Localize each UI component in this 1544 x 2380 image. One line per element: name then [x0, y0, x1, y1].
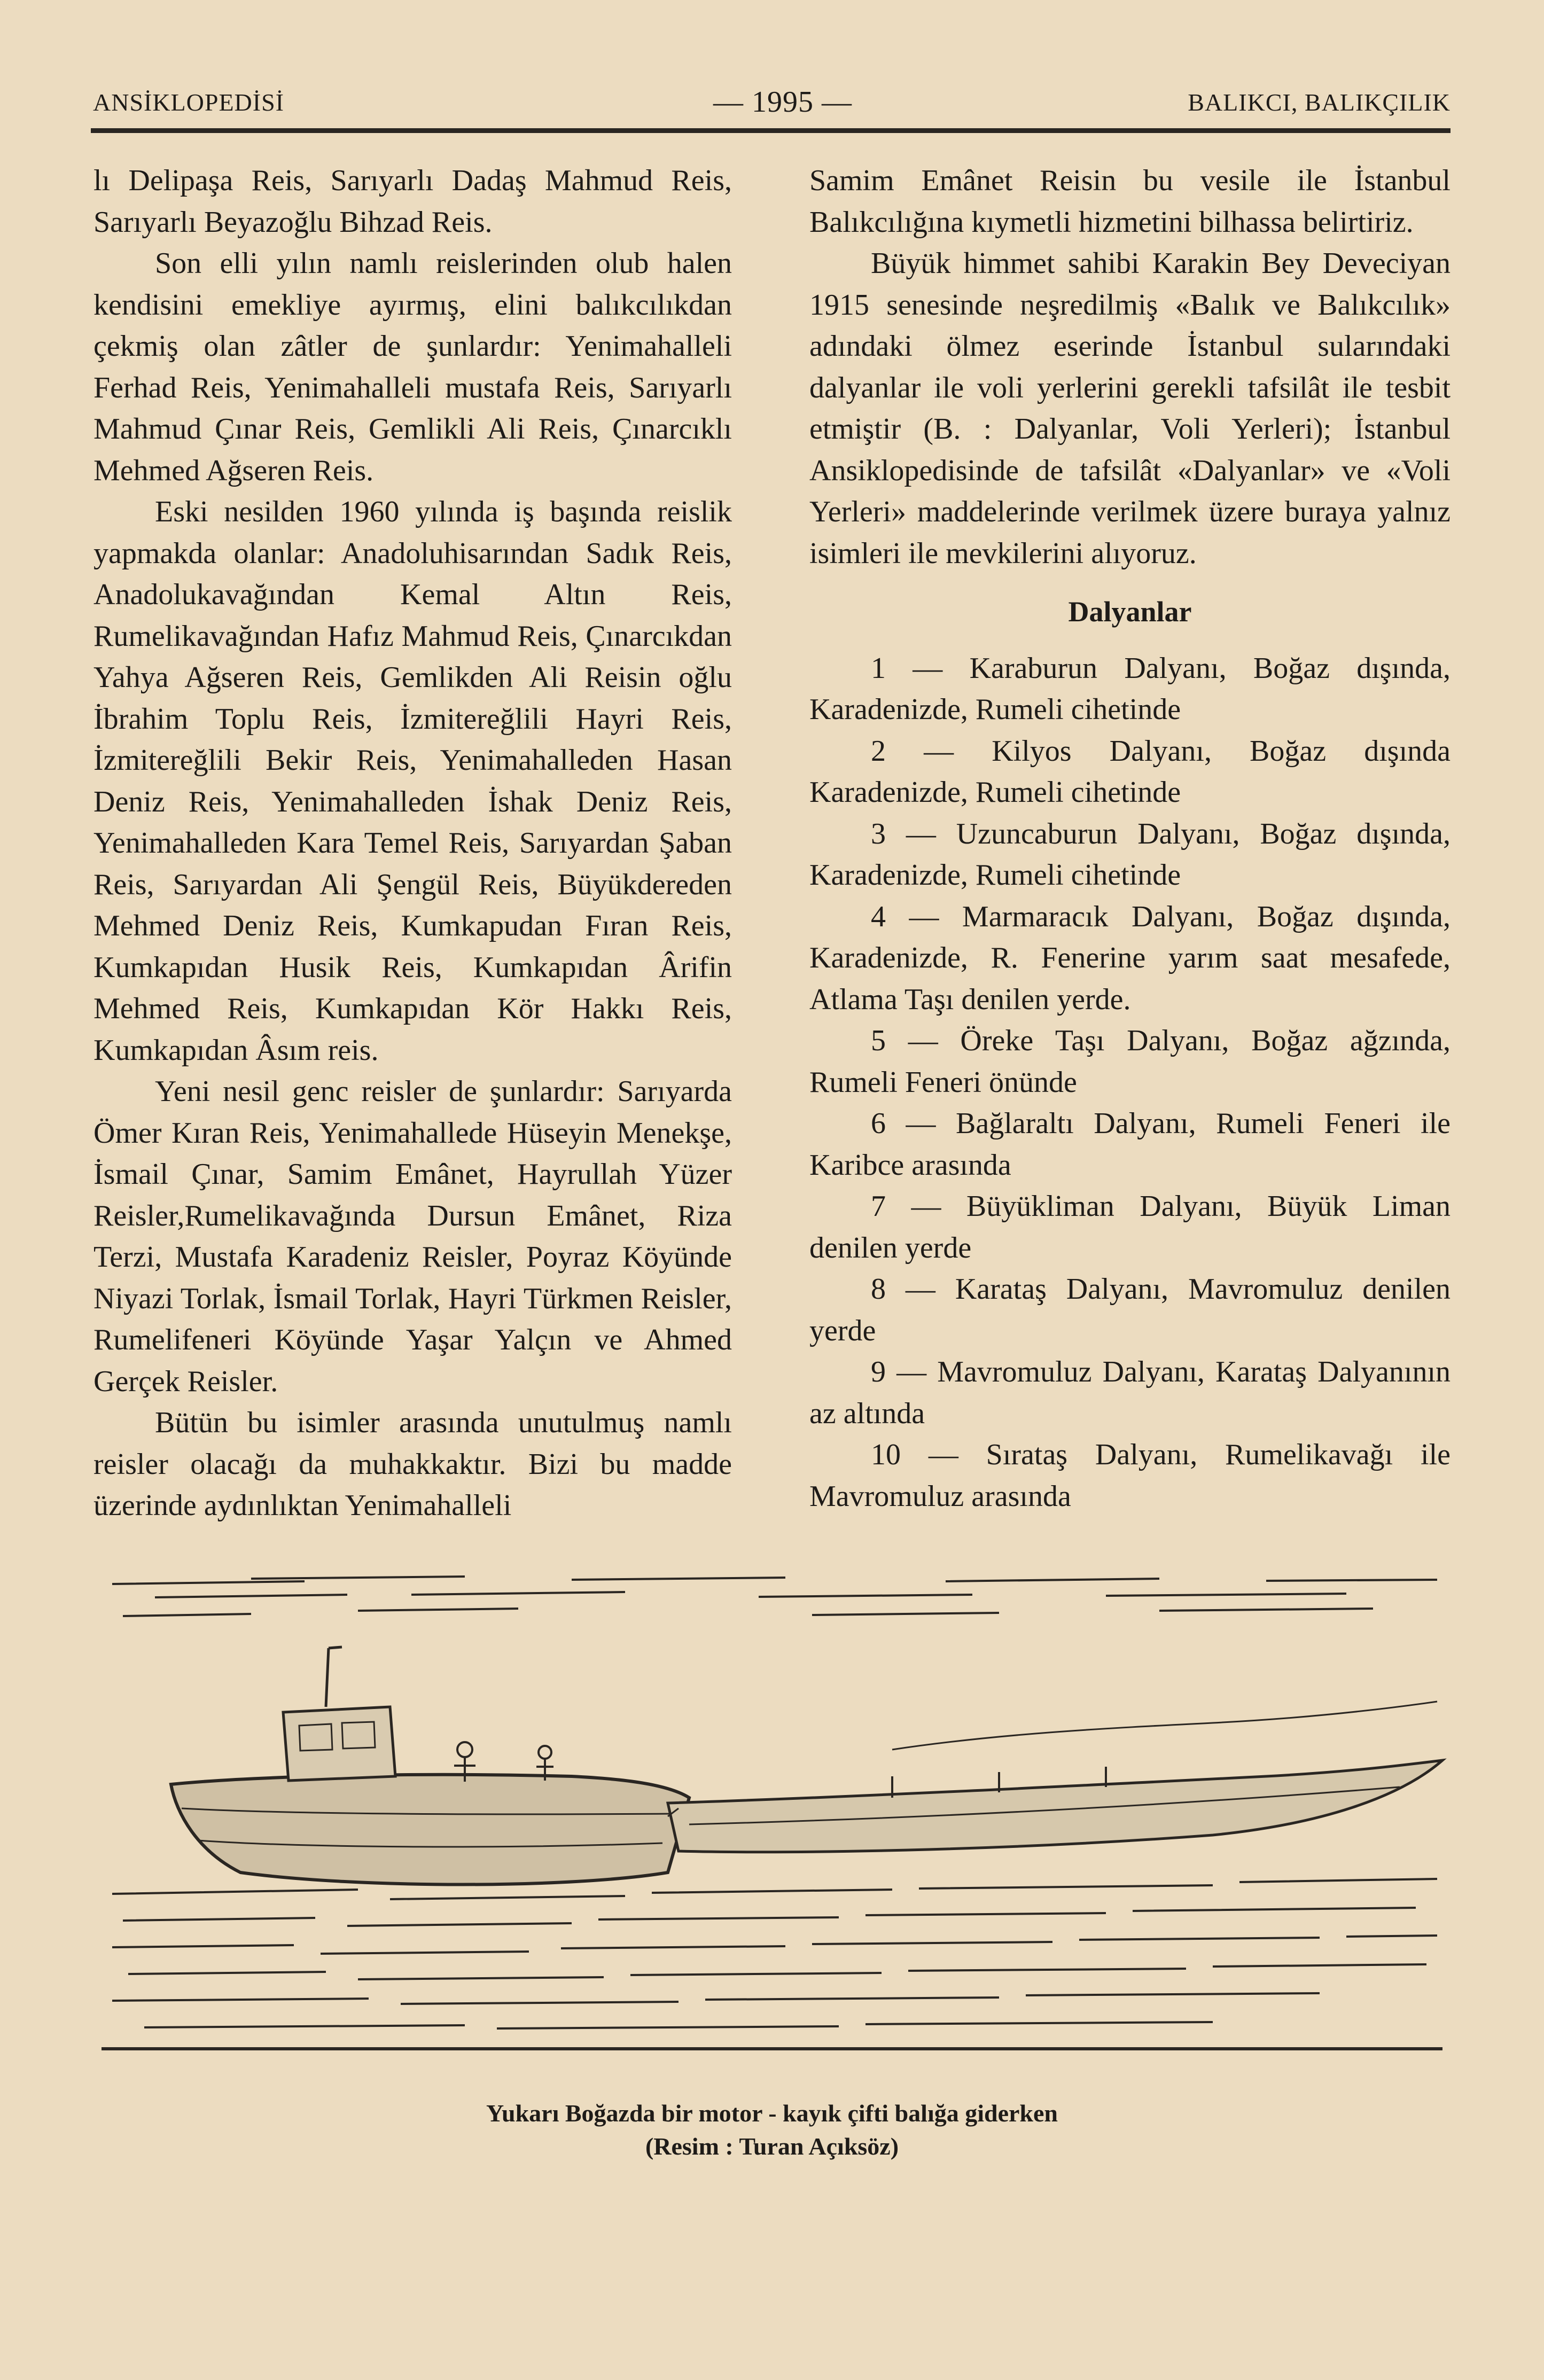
- caption-title: Yukarı Boğazda bir motor - kayık çifti balığa giderken: [486, 2100, 1058, 2127]
- paragraph: Eski nesilden 1960 yılında iş başında reislik yapmakda olanlar: Anadoluhisarından Sadık Reis, Anadolukavağından Kemal Altın Reis, Rumelikavağından Hafız Mahmud Reis, Çınarcıkdan Yahya Ağseren Reis, Gemlikden Ali Reisin oğlu İbrahim Toplu Reis, İzmitereğlili Hayri Reis, İzmitereğlili Bekir Reis, Yenimahalleden Hasan Deniz Reis, Yenimahalleden İshak Deniz Reis, Yenimahalleden Kara Temel Reis, Sarıyardan Şaban Reis, Sarıyardan Ali Şengül Reis, Büyükdereden Mehmed Deniz Reis, Kumkapudan Fıran Reis, Kumkapıdan Husik Reis, Kumkapıdan Ârifin Mehmed Reis, Kumkapıdan Kör Hakkı Reis, Kumkapıdan Âsım reis.: [93, 495, 732, 1067]
- paragraph: Bütün bu isimler arasında unutulmuş namlı reisler olacağı da muhakkaktır. Bizi bu madde üzerinde aydınlıktan Yenimahalleli: [93, 1406, 732, 1522]
- paragraph: Samim Emânet Reisin bu vesile ile İstanbul Balıkcılığına kıymetli hizmetini bilhassa belirtiriz.: [809, 164, 1451, 239]
- paragraph: Büyük himmet sahibi Karakin Bey Deveciyan 1915 senesinde neşredilmiş «Balık ve Balıkcılık» adındaki ölmez eserinde İstanbul sularındaki dalyanlar ile voli yerlerini gerekli tafsilât ile tesbit etmiştir (B. : Dalyanlar, Voli Yerleri); İstanbul Ansiklopedisinde de tafsilât «Dalyanlar» ve «Voli Yerleri» maddelerinde verilmek üzere buraya yalnız isimleri ile mevkilerini alıyoruz.: [809, 247, 1451, 570]
- list-item: 2 — Kilyos Dalyanı, Boğaz dışında Karadenizde, Rumeli cihetinde: [809, 734, 1451, 809]
- header-entry: BALIKCI, BALIKÇILIK: [1188, 89, 1451, 116]
- caption-credit: (Resim : Turan Açıksöz): [645, 2133, 899, 2160]
- header-title: ANSİKLOPEDİSİ: [93, 89, 284, 116]
- left-column: [93, 160, 732, 1527]
- list-item: 3 — Uzuncaburun Dalyanı, Boğaz dışında, Karadenizde, Rumeli cihetinde: [809, 817, 1451, 892]
- list-item: 4 — Marmaracık Dalyanı, Boğaz dışında, Karadenizde, R. Fenerine yarım saat mesafede, Atlama Taşı denilen yerde.: [809, 900, 1451, 1016]
- right-column: [809, 160, 1451, 1517]
- list-item: 5 — Öreke Taşı Dalyanı, Boğaz ağzında, Rumeli Feneri önünde: [809, 1024, 1451, 1099]
- boat-drawing: [91, 1573, 1453, 2054]
- list-item: 10 — Sırataş Dalyanı, Rumelikavağı ile Mavromuluz arasında: [809, 1438, 1451, 1513]
- header-rule: [91, 128, 1451, 133]
- list-item: 7 — Büyükliman Dalyanı, Büyük Liman denilen yerde: [809, 1190, 1451, 1265]
- list-item: 9 — Mavromuluz Dalyanı, Karataş Dalyanının az altında: [809, 1355, 1451, 1430]
- figure-caption: [91, 2097, 1453, 2163]
- list-item: 8 — Karataş Dalyanı, Mavromuluz denilen yerde: [809, 1273, 1451, 1347]
- paragraph: lı Delipaşa Reis, Sarıyarlı Dadaş Mahmud Reis, Sarıyarlı Beyazoğlu Bihzad Reis.: [93, 164, 732, 239]
- running-header: [91, 85, 1451, 131]
- list-item: 1 — Karaburun Dalyanı, Boğaz dışında, Karadenizde, Rumeli cihetinde: [809, 651, 1451, 726]
- section-title: Dalyanlar: [1068, 596, 1192, 628]
- list-item: 6 — Bağlaraltı Dalyanı, Rumeli Feneri ile Karibce arasında: [809, 1107, 1451, 1182]
- paragraph: Son elli yılın namlı reislerinden olub halen kendisini emekliye ayırmış, elini balıkcılıkdan çekmiş olan zâtler de şunlardır: Yenimahalleli Ferhad Reis, Yenimahalleli mustafa Reis, Sarıyarlı Mahmud Çınar Reis, Gemlikli Ali Reis, Çınarcıklı Mehmed Ağseren Reis.: [93, 247, 732, 487]
- boat-illustration: [91, 1573, 1453, 2054]
- page-number: — 1995 —: [713, 85, 852, 119]
- paragraph: Yeni nesil genc reisler de şunlardır: Sarıyarda Ömer Kıran Reis, Yenimahallede Hüseyin Menekşe, İsmail Çınar, Samim Emânet, Hayrullah Yüzer Reisler,Rumelikavağında Dursun Emânet, Riza Terzi, Mustafa Karadeniz Reisler, Poyraz Köyünde Niyazi Torlak, İsmail Torlak, Hayri Türkmen Reisler, Rumelifeneri Köyünde Yaşar Yalçın ve Ahmed Gerçek Reisler.: [93, 1075, 732, 1398]
